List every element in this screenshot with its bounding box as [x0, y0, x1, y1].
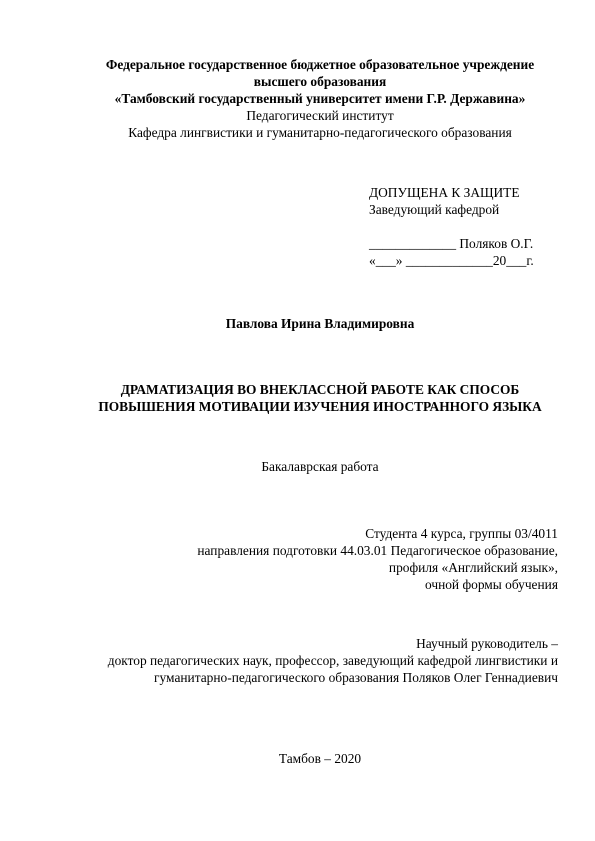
- thesis-title-line-2: ПОВЫШЕНИЯ МОТИВАЦИИ ИЗУЧЕНИЯ ИНОСТРАННОГО ЯЗЫКА: [98, 399, 542, 414]
- author-name: Павлова Ирина Владимировна: [225, 316, 415, 331]
- education-level: высшего образования: [253, 74, 387, 89]
- supervisor-heading: Научный руководитель –: [416, 636, 558, 651]
- institution-type: Федеральное государственное бюджетное образовательное учреждение: [105, 57, 535, 72]
- department-name: Кафедра лингвистики и гуманитарно-педагогического образования: [128, 125, 512, 140]
- student-info: [197, 525, 558, 593]
- institution-header: [60, 56, 580, 141]
- institute-name: Педагогический институт: [246, 108, 394, 123]
- student-course: Студента 4 курса, группы 03/4011: [365, 526, 558, 541]
- approval-block: [369, 184, 534, 269]
- approval-signature: _____________ Поляков О.Г.: [369, 236, 534, 251]
- supervisor-info: [108, 635, 558, 686]
- student-profile: профиля «Английский язык»,: [388, 560, 558, 575]
- approval-date: «___» _____________20___г.: [369, 253, 534, 268]
- city-year: Тамбов – 2020: [278, 751, 362, 766]
- thesis-title-line-1: ДРАМАТИЗАЦИЯ ВО ВНЕКЛАССНОЙ РАБОТЕ КАК СПОСОБ: [120, 382, 520, 397]
- approval-heading: ДОПУЩЕНА К ЗАЩИТЕ: [369, 185, 520, 200]
- university-name: «Тамбовский государственный университет имени Г.Р. Державина»: [114, 91, 526, 106]
- supervisor-name: гуманитарно-педагогического образования Поляков Олег Геннадиевич: [154, 670, 558, 685]
- approval-position: Заведующий кафедрой: [369, 202, 500, 217]
- work-type: Бакалаврская работа: [261, 459, 379, 474]
- approval-spacer: [369, 218, 534, 235]
- student-direction: направления подготовки 44.03.01 Педагогическое образование,: [197, 543, 558, 558]
- student-study-form: очной формы обучения: [424, 577, 558, 592]
- thesis-title: [0, 381, 595, 415]
- supervisor-titles: доктор педагогических наук, профессор, заведующий кафедрой лингвистики и: [107, 653, 558, 668]
